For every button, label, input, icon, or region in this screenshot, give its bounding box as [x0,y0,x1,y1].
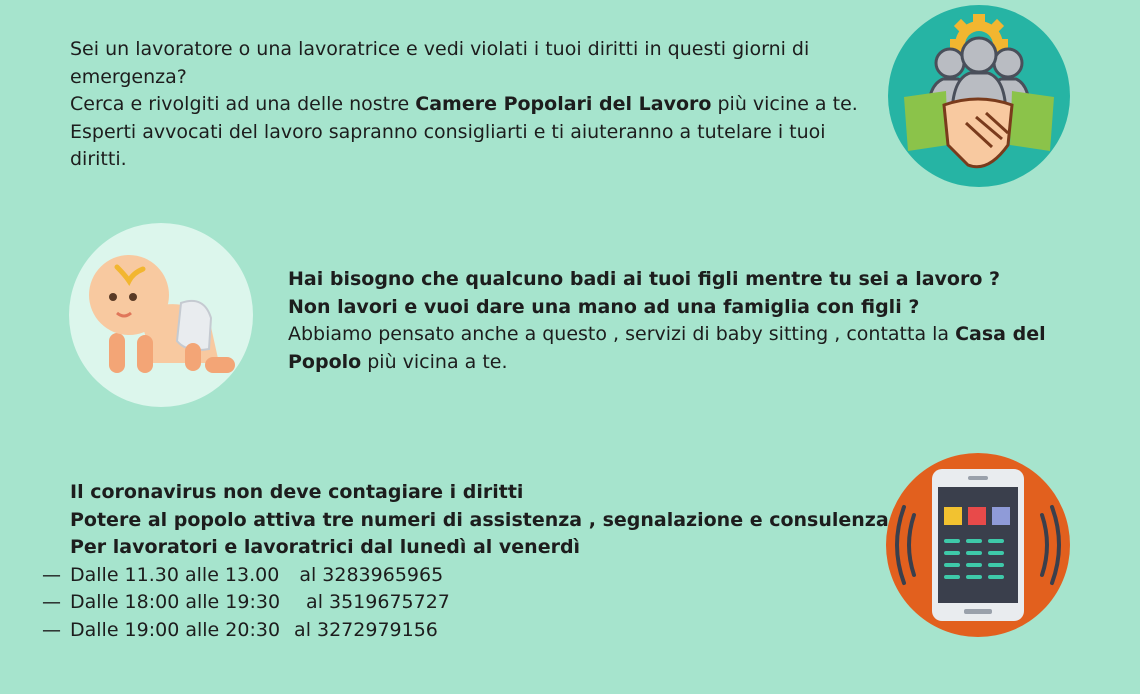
helpline-number: al 3283965965 [299,563,444,586]
helpline-text [42,479,889,644]
dash-bullet: — [42,618,61,641]
intro-line-3 [70,91,870,119]
intro-line-1: Sei un lavoratore o una lavoratrice e vedi violati i tuoi diritti in questi giorni di [70,38,810,60]
intro-line-4: Esperti avvocati del lavoro sapranno consigliarti e ti aiuteranno a tutelare i tuoi [70,120,826,143]
babysitting-question-2: Non lavori e vuoi dare una mano ad una famiglia con figli ? [288,295,920,318]
popolo-label: Popolo [288,350,362,373]
helpline-headline-2: Potere al popolo attiva tre numeri di assistenza , segnalazione e consulenza [70,508,889,531]
helpline-item [42,589,862,617]
intro-line-2: emergenza? [70,65,187,88]
camere-popolari-label: Camere Popolari del Lavoro [415,93,712,115]
helpline-number: al 3272979156 [294,618,438,641]
ringing-phone-icon [886,453,1070,637]
babysitting-line-3 [288,321,1108,349]
babysitting-question-1: Hai bisogno che qualcuno badi ai tuoi figli mentre tu sei a lavoro ? [288,268,1001,290]
babysitting-text [288,266,1108,376]
helpline-number: al 3519675727 [306,591,450,613]
workers-rights-text [70,36,870,174]
helpline-time: Dalle 11.30 alle 13.00 [70,563,280,586]
helpline-item [42,617,862,645]
helpline-time: Dalle 19:00 alle 20:30 [70,618,281,641]
intro-line-5: diritti. [70,148,127,170]
helpline-item [42,562,862,590]
intro-line-3-end: più vicine a te. [711,93,858,115]
helpline-headline-1: Il coronavirus non deve contagiare i diritti [70,481,524,503]
intro-line-3-text: Cerca e rivolgiti ad una delle nostre [70,93,416,115]
dash-bullet: — [42,563,61,586]
crawling-baby-icon [69,223,253,407]
babysitting-line-4-end: più vicina a te. [361,350,508,373]
babysitting-line-4 [288,349,1108,377]
helpline-headline-3: Per lavoratori e lavoratrici dal lunedì al venerdì [70,536,581,558]
babysitting-line-3-text: Abbiamo pensato anche a questo , servizi di baby sitting , contatta la [288,323,956,345]
handshake-team-icon [888,5,1070,187]
dash-bullet: — [42,591,61,613]
helpline-time: Dalle 18:00 alle 19:30 [70,591,281,613]
casa-del-label: Casa del [955,323,1046,345]
